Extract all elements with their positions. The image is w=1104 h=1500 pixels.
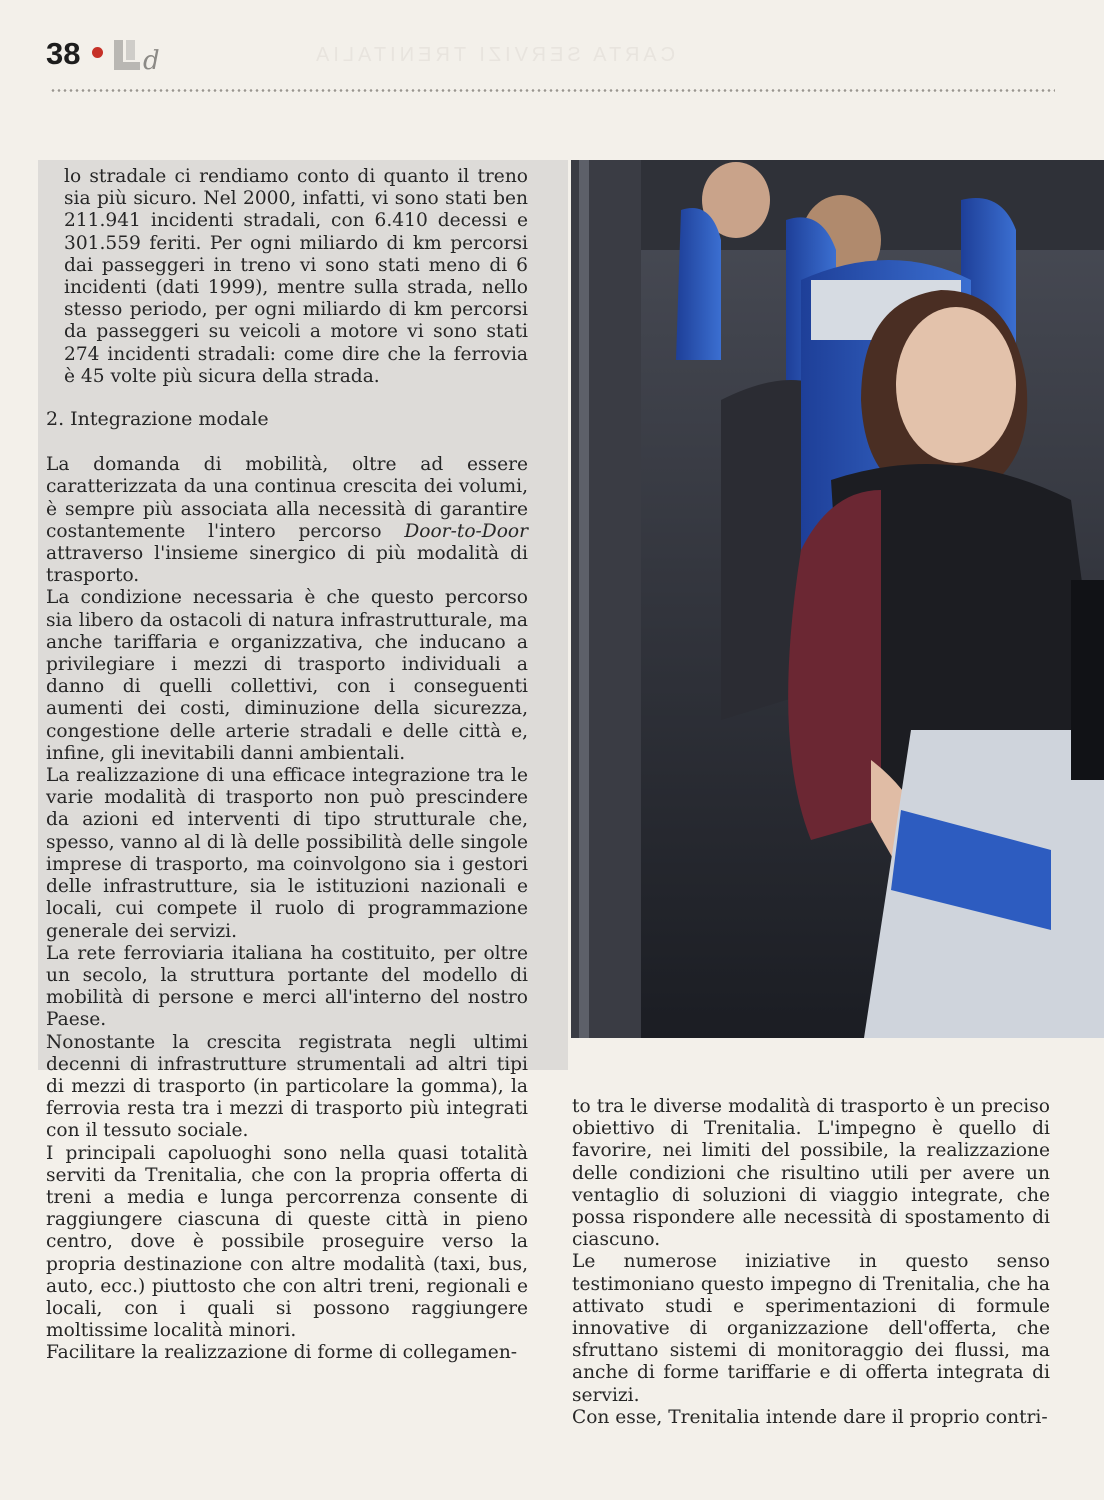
paragraph-4: La rete ferroviaria italiana ha costituito, per oltre un secolo, la struttura portante del modello di mobilità di persone e merci all'interno del nostro Paese. <box>46 942 528 1031</box>
paragraph-3: La realizzazione di una efficace integrazione tra le varie modalità di trasporto non può prescindere da azioni ed interventi di tipo strutturale che, spesso, vanno al di là delle possibilità delle singole imprese di trasporto, ma coinvolgono sia i gestori delle infrastrutture, sia le istituzioni nazionali e locali, cui compete il ruolo di programmazione generale dei servizi. <box>46 765 528 942</box>
red-bullet-icon <box>92 47 103 58</box>
section-heading: 2. Integrazione modale <box>46 408 269 431</box>
paragraph-1-end: attraverso l'insieme sinergico di più modalità di trasporto. <box>46 543 528 587</box>
intro-paragraph: lo stradale ci rendiamo conto di quanto il treno sia più sicuro. Nel 2000, infatti, vi sono stati ben 211.941 incidenti stradali, con 6.410 decessi e 301.559 feriti. Per ogni miliardo di km percorsi dai passeggeri in treno vi sono stati meno di 6 incidenti (dati 1999), mentre sulla strada, nello stesso periodo, per ogni miliardo di km percorsi da passeggeri su veicoli a motore vi sono stati 274 incidenti stradali: come dire che la ferrovia è 45 volte più sicura della strada. <box>64 166 528 387</box>
page-number: 38 <box>46 36 81 71</box>
right-paragraph-2: Le numerose iniziative in questo senso testimoniano questo impegno di Trenitalia, che ha attivato studi e sperimentazioni di formule innovative di organizzazione dell'offerta, che sfruttano sistemi di monitoraggio dei flussi, ma anche di forme tariffarie e di offerta integrata di servizi. <box>572 1251 1050 1406</box>
paragraph-2: La condizione necessaria è che questo percorso sia libero da ostacoli di natura infrastrutturale, ma anche tariffaria e organizzativa, che inducano a privilegiare i mezzi di trasporto individuali a danno di quelli collettivi, con i conseguenti aumenti dei costi, diminuzione della sicurezza, congestione delle arterie stradali e delle città e, infine, gli inevitabili danni ambientali. <box>46 587 528 764</box>
right-paragraph-1: to tra le diverse modalità di trasporto è un preciso obiettivo di Trenitalia. L'impegno è quello di favorire, nei limiti del possibile, la realizzazione delle condizioni che risultino utili per avere un ventaglio di soluzioni di viaggio integrate, che possa rispondere alle necessità di spostamento di ciascuno. <box>572 1096 1050 1251</box>
door-to-door-term: Door-to-Door <box>404 520 528 542</box>
dotted-divider <box>50 89 1055 92</box>
train-passenger-photo <box>571 160 1104 1038</box>
article-column-right <box>572 1096 1050 1429</box>
svg-text:d: d <box>143 46 160 76</box>
paragraph-5: Nonostante la crescita registrata negli ultimi decenni di infrastrutture strumentali ad altri tipi di mezzi di trasporto (in particolare la gomma), la ferrovia resta tra i mezzi di trasporto più integrati con il tessuto sociale. <box>46 1031 528 1142</box>
paragraph-1 <box>46 454 528 587</box>
article-column-left <box>46 166 528 1365</box>
right-paragraph-3: Con esse, Trenitalia intende dare il proprio contri- <box>572 1406 1048 1428</box>
running-title: CARTA SERVIZI TRENITALIA <box>312 44 676 66</box>
paragraph-1-text: La domanda di mobilità, oltre ad essere caratterizzata da una continua crescita dei volumi, è sempre più associata alla necessità di garantire costantemente l'intero percorso <box>46 454 528 542</box>
magazine-logo-icon <box>112 36 182 76</box>
paragraph-7: Facilitare la realizzazione di forme di collegamen- <box>46 1342 518 1364</box>
paragraph-6: I principali capoluoghi sono nella quasi totalità serviti da Trenitalia, che con la propria offerta di treni a media e lunga percorrenza consente di raggiungere ciascuna di queste città in pieno centro, dove è possibile proseguire verso la propria destinazione con altre modalità (taxi, bus, auto, ecc.) piuttosto che con altri treni, regionali e locali, con i quali si possono raggiungere moltissime località minori. <box>46 1142 528 1342</box>
page-header <box>32 30 1072 80</box>
